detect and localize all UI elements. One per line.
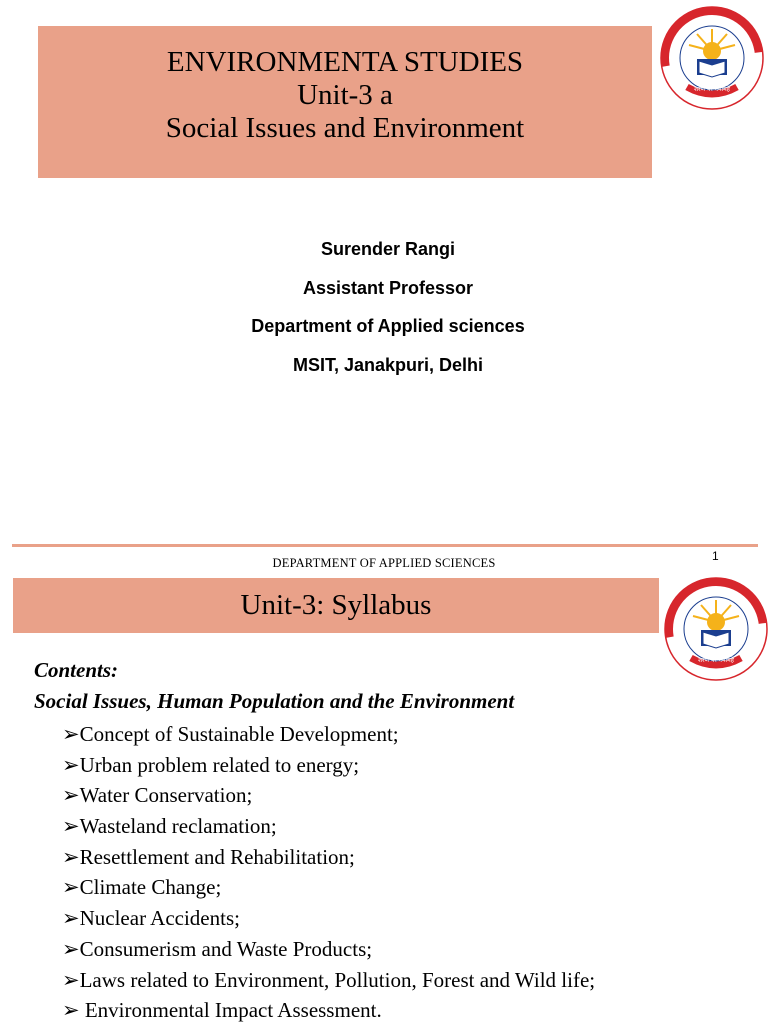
- bullet-arrow-icon: ➢: [62, 936, 80, 961]
- list-item: ➢Urban problem related to energy;: [62, 752, 360, 777]
- author-block: [0, 236, 768, 390]
- contents-label: Contents:: [34, 658, 119, 682]
- title-line-3: Social Issues and Environment: [165, 112, 525, 144]
- footer-divider: [12, 544, 758, 547]
- svg-text:शरणं पर नमामहे: शरणं पर नमामहे: [694, 86, 730, 93]
- list-item: ➢Concept of Sustainable Development;: [62, 722, 399, 746]
- college-seal-icon: [659, 5, 765, 111]
- bullet-arrow-icon: ➢: [62, 844, 80, 869]
- list-item: ➢Water Conservation;: [62, 783, 253, 808]
- list-item: ➢Nuclear Accidents;: [62, 906, 240, 931]
- title-line-2: Unit-3 a: [297, 79, 393, 111]
- slide-2: [0, 578, 768, 1024]
- title-banner: [38, 26, 652, 178]
- bullet-arrow-icon: ➢: [62, 814, 80, 839]
- section-heading: Social Issues, Human Population and the Environment: [34, 689, 515, 713]
- bullet-arrow-icon: ➢: [62, 998, 80, 1023]
- footer-text: DEPARTMENT OF APPLIED SCIENCES: [272, 556, 496, 570]
- list-item: ➢ Environmental Impact Assessment.: [62, 998, 382, 1023]
- page-number: 1: [712, 549, 719, 563]
- list-item: ➢Consumerism and Waste Products;: [62, 936, 373, 961]
- author-institute: MSIT, Janakpuri, Delhi: [292, 354, 484, 375]
- list-item: ➢Laws related to Environment, Pollution, Forest and Wild life;: [62, 967, 596, 992]
- syllabus-title-banner: [13, 578, 659, 633]
- college-seal-icon: [663, 576, 768, 682]
- syllabus-list: [62, 719, 595, 1026]
- title-line-1: ENVIRONMENTA STUDIES: [166, 46, 524, 78]
- bullet-arrow-icon: ➢: [62, 875, 80, 900]
- syllabus-title: Unit-3: Syllabus: [240, 589, 432, 621]
- bullet-arrow-icon: ➢: [62, 722, 80, 746]
- bullet-arrow-icon: ➢: [62, 967, 80, 992]
- list-item: ➢Climate Change;: [62, 875, 222, 900]
- bullet-arrow-icon: ➢: [62, 906, 80, 931]
- author-designation: Assistant Professor: [302, 277, 474, 298]
- list-item: ➢Resettlement and Rehabilitation;: [62, 844, 355, 869]
- bullet-arrow-icon: ➢: [62, 783, 80, 808]
- author-department: Department of Applied sciences: [251, 316, 525, 336]
- svg-text:शरणं पर नमामहे: शरणं पर नमामहे: [698, 657, 734, 664]
- contents-header: [34, 655, 514, 717]
- author-name: Surender Rangi: [320, 239, 456, 259]
- list-item: ➢Wasteland reclamation;: [62, 814, 277, 839]
- bullet-arrow-icon: ➢: [62, 752, 80, 777]
